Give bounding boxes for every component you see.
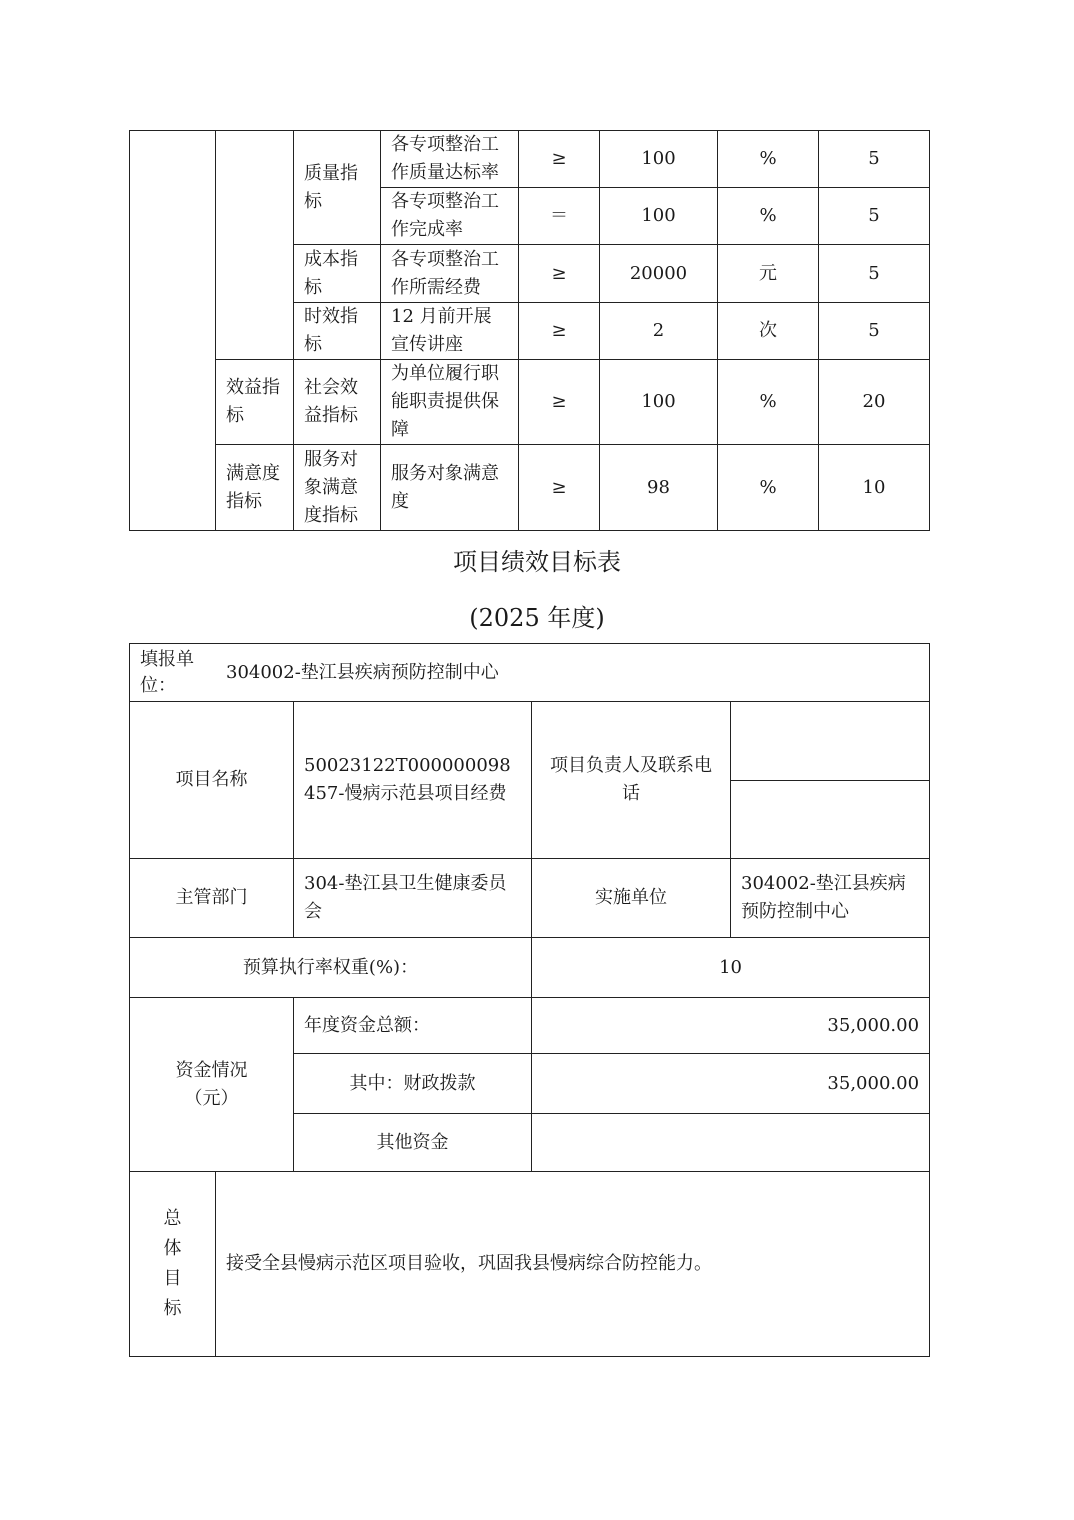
indicator-weight: 20 — [819, 360, 930, 445]
indicator-weight: 5 — [819, 188, 930, 245]
goal-label-char: 标 — [163, 1298, 182, 1319]
budget-rate-value: 10 — [532, 938, 930, 998]
indicator-unit: 次 — [718, 303, 819, 360]
funds-other-value — [532, 1114, 930, 1172]
table-row — [130, 938, 930, 998]
indicator-operator: ≥ — [519, 360, 600, 445]
indicator-value: 100 — [600, 188, 718, 245]
indicator-name: 各专项整治工作所需经费 — [381, 245, 519, 303]
indicator-unit: % — [718, 360, 819, 445]
indicator-unit: % — [718, 188, 819, 245]
indicator-unit: % — [718, 131, 819, 188]
table-row — [130, 644, 930, 702]
level2-indicator: 服务对象满意度指标 — [294, 445, 381, 531]
overall-goal-label — [130, 1172, 216, 1357]
indicator-weight: 10 — [819, 445, 930, 531]
form-title: 项目绩效目标表 — [453, 548, 621, 576]
level1-indicator-cell — [130, 131, 216, 531]
indicator-name: 各专项整治工作质量达标率 — [381, 131, 519, 188]
indicator-weight: 5 — [819, 131, 930, 188]
indicator-value: 2 — [600, 303, 718, 360]
level2-indicator: 时效指标 — [294, 303, 381, 360]
table-row — [130, 131, 930, 188]
overall-goal-value: 接受全县慢病示范区项目验收，巩固我县慢病综合防控能力。 — [216, 1172, 930, 1357]
project-name-label: 项目名称 — [130, 702, 294, 859]
project-form-table — [129, 643, 930, 1357]
reporting-unit-label: 填报单位： — [140, 648, 194, 696]
budget-rate-label: 预算执行率权重(%)： — [130, 938, 532, 998]
form-subtitle: (2025 年度) — [469, 604, 605, 632]
impl-unit-label: 实施单位 — [532, 859, 731, 938]
level2-indicator: 成本指标 — [294, 245, 381, 303]
indicator-name: 为单位履行职能职责提供保障 — [381, 360, 519, 445]
indicator-value: 98 — [600, 445, 718, 531]
level2-indicator: 质量指标 — [294, 131, 381, 245]
indicator-name: 12 月前开展宣传讲座 — [381, 303, 519, 360]
table-row — [130, 445, 930, 531]
indicator-table — [129, 130, 930, 531]
goal-label-char: 总 — [163, 1208, 182, 1229]
goal-label-char: 目 — [163, 1268, 182, 1289]
contact-value-1 — [731, 702, 930, 781]
indicator-operator: ≥ — [519, 245, 600, 303]
table-row — [130, 360, 930, 445]
contact-label: 项目负责人及联系电话 — [532, 702, 731, 859]
funds-other-label: 其他资金 — [294, 1114, 532, 1172]
indicator-operator: ＝ — [519, 188, 600, 245]
contact-value-2 — [731, 781, 930, 859]
indicator-name: 各专项整治工作完成率 — [381, 188, 519, 245]
funds-label — [130, 998, 294, 1172]
indicator-value: 20000 — [600, 245, 718, 303]
table-row — [130, 859, 930, 938]
indicator-unit: 元 — [718, 245, 819, 303]
funds-label-text: 资金情况（元） — [175, 1059, 248, 1109]
level1-indicator-cell — [216, 131, 294, 360]
table-row — [130, 1172, 930, 1357]
indicator-name: 服务对象满意度 — [381, 445, 519, 531]
funds-fiscal-label: 其中：财政拨款 — [294, 1054, 532, 1114]
reporting-unit-value: 304002-垫江县疾病预防控制中心 — [226, 661, 499, 683]
impl-unit-value: 304002-垫江县疾病预防控制中心 — [731, 859, 930, 938]
funds-total-label: 年度资金总额： — [294, 998, 532, 1054]
level1-indicator: 满意度指标 — [216, 445, 294, 531]
indicator-operator: ≥ — [519, 445, 600, 531]
project-name-value: 50023122T000000098457-慢病示范县项目经费 — [294, 702, 532, 859]
level2-indicator: 社会效益指标 — [294, 360, 381, 445]
dept-label: 主管部门 — [130, 859, 294, 938]
funds-fiscal-value: 35,000.00 — [532, 1054, 930, 1114]
goal-label-char: 体 — [163, 1238, 182, 1259]
indicator-weight: 5 — [819, 303, 930, 360]
indicator-unit: % — [718, 445, 819, 531]
reporting-unit-row — [130, 644, 930, 702]
indicator-operator: ≥ — [519, 303, 600, 360]
indicator-weight: 5 — [819, 245, 930, 303]
indicator-operator: ≥ — [519, 131, 600, 188]
table-row — [130, 702, 930, 781]
dept-value: 304-垫江县卫生健康委员会 — [294, 859, 532, 938]
funds-total-value: 35,000.00 — [532, 998, 930, 1054]
table-row — [130, 998, 930, 1054]
indicator-value: 100 — [600, 131, 718, 188]
indicator-value: 100 — [600, 360, 718, 445]
level1-indicator: 效益指标 — [216, 360, 294, 445]
